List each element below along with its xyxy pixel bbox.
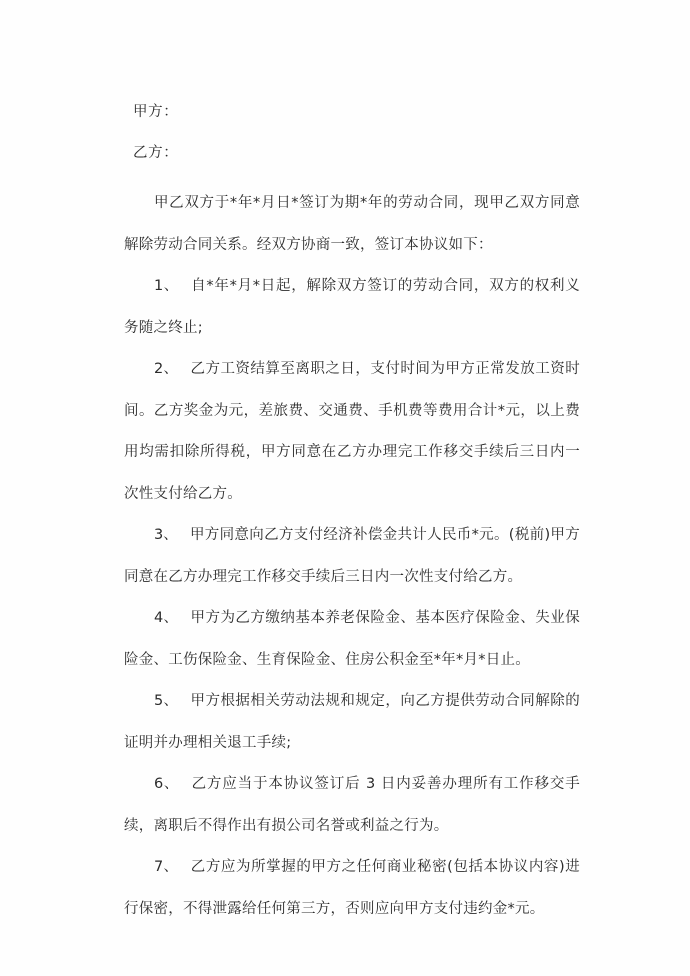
clause-text-5: 甲方根据相关劳动法规和规定，向乙方提供劳动合同解除的证明并办理相关退工手续; <box>124 693 580 751</box>
clause-item-4 <box>124 598 580 681</box>
agreement-intro-paragraph: 甲乙双方于*年*月日*签订为期*年的劳动合同，现甲乙双方同意解除劳动合同关系。经双方协商一致，签订本协议如下： <box>124 195 580 253</box>
clause-number-2: 2、 <box>154 361 179 377</box>
clause-number-4: 4、 <box>154 610 179 626</box>
document-body <box>124 92 580 930</box>
clause-text-2: 乙方工资结算至离职之日，支付时间为甲方正常发放工资时间。乙方奖金为元，差旅费、交通费、手机费等费用合计*元，以上费用均需扣除所得税，甲方同意在乙方办理完工作移交手续后三日内一次性支付给乙方。 <box>124 361 580 502</box>
clause-text-3: 甲方同意向乙方支付经济补偿金共计人民币*元。(税前)甲方同意在乙方办理完工作移交手续后三日内一次性支付给乙方。 <box>124 527 580 585</box>
clause-number-7: 7、 <box>154 859 179 875</box>
clause-number-5: 5、 <box>154 693 179 709</box>
clause-text-1: 自*年*月*日起，解除双方签订的劳动合同，双方的权利义务随之终止; <box>124 278 581 336</box>
party-b-label: 乙方： <box>133 145 179 161</box>
clause-item-3 <box>124 515 580 598</box>
clause-number-1: 1、 <box>154 278 179 294</box>
party-a-label: 甲方： <box>133 104 179 120</box>
clause-text-6: 乙方应当于本协议签订后 3 日内妥善办理所有工作移交手续，离职后不得作出有损公司名誉或利益之行为。 <box>124 776 580 834</box>
clause-text-7: 乙方应为所掌握的甲方之任何商业秘密(包括本协议内容)进行保密，不得泄露给任何第三方，否则应向甲方支付违约金*元。 <box>124 859 581 917</box>
clause-item-7 <box>124 847 580 930</box>
clause-number-3: 3、 <box>154 527 178 543</box>
clause-number-6: 6、 <box>154 776 179 792</box>
clause-item-5 <box>124 681 580 764</box>
clause-text-4: 甲方为乙方缴纳基本养老保险金、基本医疗保险金、失业保险金、工伤保险金、生育保险金、住房公积金至*年*月*日止。 <box>124 610 580 668</box>
clause-item-6 <box>124 764 580 847</box>
clause-item-2 <box>124 349 580 515</box>
clause-item-1 <box>124 266 580 349</box>
